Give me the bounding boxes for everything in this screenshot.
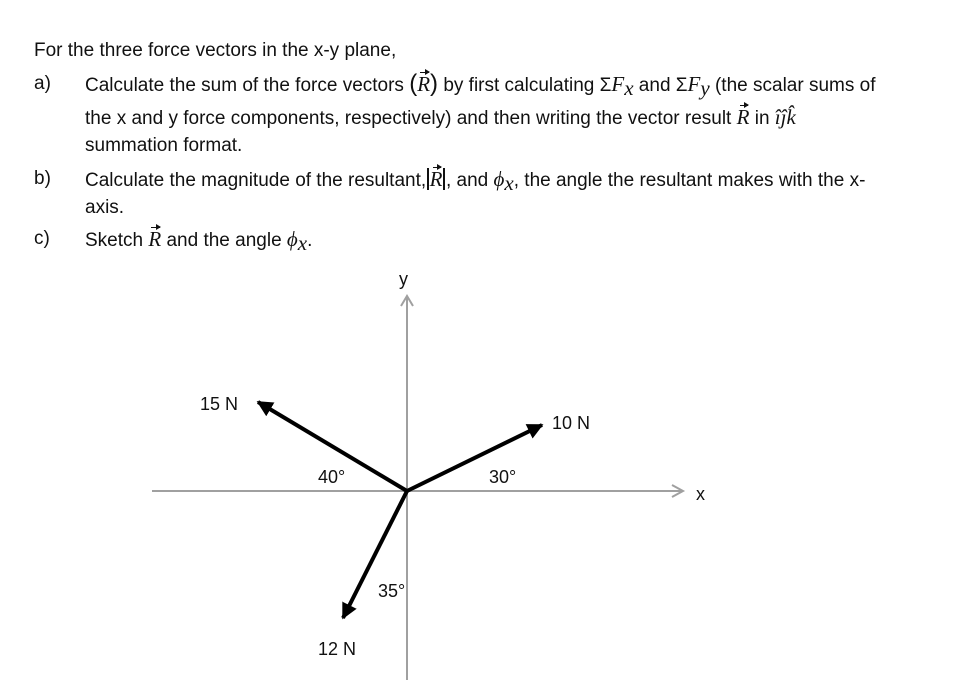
phi-subscript-x: x [504,171,514,195]
part-b-text1: Calculate the magnitude of the resultant, [85,170,427,191]
phi-subscript-x-2: x [297,231,308,255]
in-text: in [749,108,775,129]
part-c-text2: and the angle [161,230,287,251]
period: . [307,230,313,251]
force-15n-label: 15 N [200,394,239,414]
paren-left: ( [409,70,418,97]
sigma-symbol: Σ [599,75,612,96]
part-a-text2: by first calculating [438,75,600,96]
part-a-line3: summation format. [85,135,243,156]
angle-30-label: 30° [489,467,517,487]
vector-R-symbol-4: R [148,227,162,251]
part-b-text3: , the angle the resultant makes with the x- [513,170,866,191]
force-vector-10n [407,425,542,491]
y-axis-label: y [399,269,408,289]
part-c-marker: c) [34,228,50,249]
unit-vectors-ijk: îĵk̂ [774,105,796,129]
part-a-text4: the x and y force components, respectively) and then writing the vector result [85,108,737,129]
vector-R-symbol-3: R [429,167,443,191]
force-12n-label: 12 N [318,639,357,659]
angle-35-label: 35° [378,581,406,601]
force-symbol: F [611,72,625,96]
force-10n-label: 10 N [552,413,591,433]
part-a-text1: Calculate the sum of the force vectors [85,75,410,96]
part-b-line2: axis. [85,197,125,218]
part-a-marker: a) [34,73,51,94]
vector-R-symbol: R [417,72,431,96]
paren-right: ) [430,70,439,97]
part-b-text2: , and [445,170,494,191]
intro-text: For the three force vectors in the x-y plane, [34,40,397,61]
part-b-marker: b) [34,168,51,189]
subscript-y: y [700,76,710,100]
phi-symbol: ϕ [493,167,505,191]
part-a-text3: (the scalar sums of [709,75,876,96]
vector-R-symbol-2: R [736,105,750,129]
and-text: and [633,75,676,96]
x-axis-label: x [696,484,705,504]
subscript-x: x [624,76,634,100]
sigma-symbol-2: Σ [675,75,688,96]
force-symbol-2: F [687,72,701,96]
part-c-text1: Sketch [85,230,149,251]
angle-40-label: 40° [318,467,346,487]
phi-symbol-2: ϕ [286,227,298,251]
